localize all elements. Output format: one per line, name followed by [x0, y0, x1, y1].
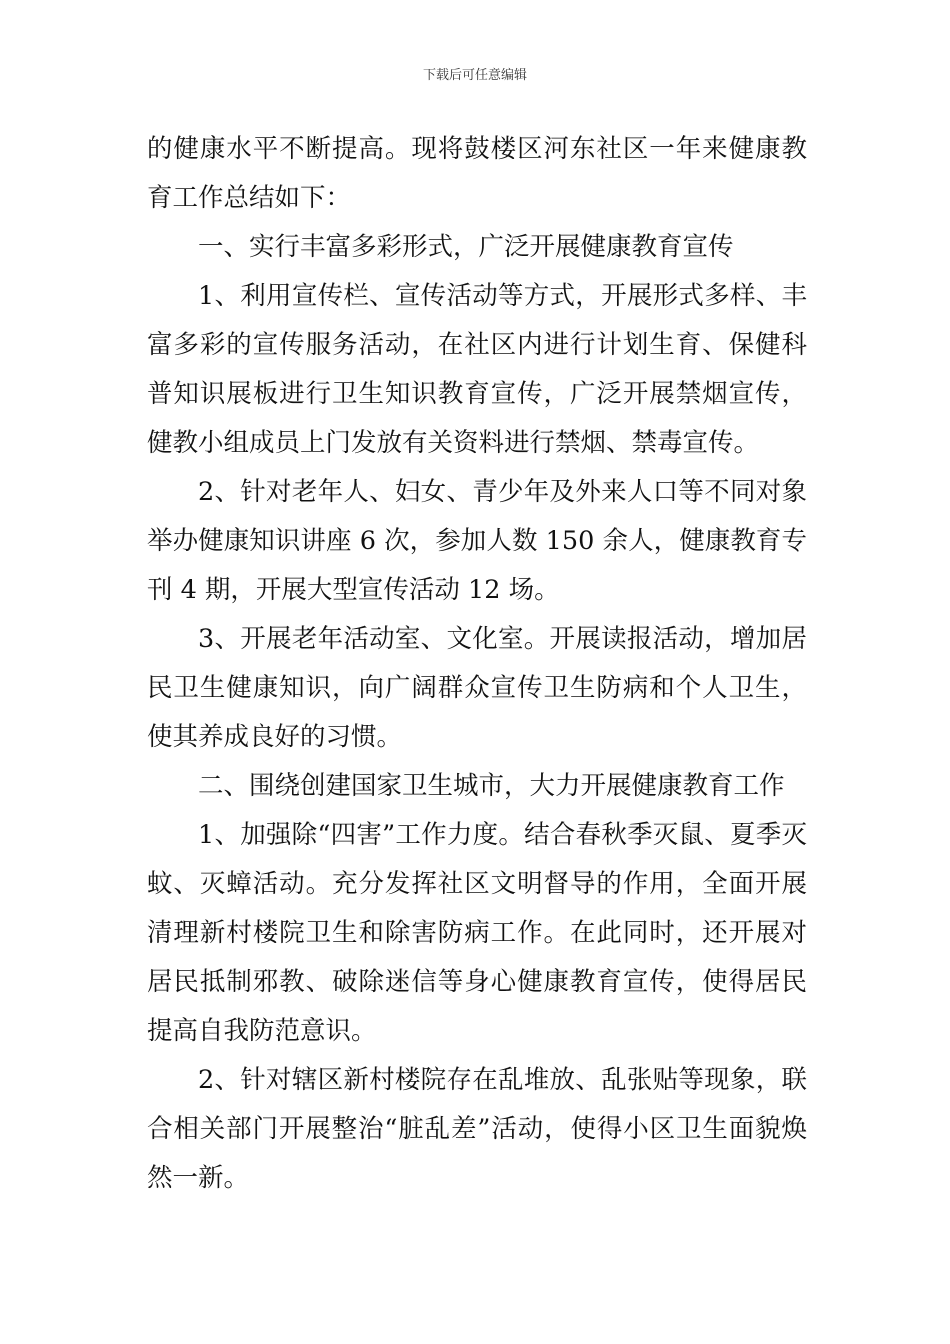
section-heading-1: 一、实行丰富多彩形式，广泛开展健康教育宣传 [198, 232, 734, 262]
paragraph-item: 1、加强除“四害”工作力度。结合春秋季灭鼠、夏季灭蚊、灭蟑活动。充分发挥社区文明督导的作用，全面开展清理新村楼院卫生和除害防病工作。在此同时，还开展对居民抵制邪教、破除迷信等身心健康教育宣传，使得居民提高自我防范意识。 [147, 820, 807, 1046]
paragraph-item: 2、针对老年人、妇女、青少年及外来人口等不同对象举办健康知识讲座 6 次，参加人数 150 余人，健康教育专刊 4 期，开展大型宣传活动 12 场。 [147, 477, 807, 605]
document-body [147, 125, 807, 1203]
paragraph-item: 2、针对辖区新村楼院存在乱堆放、乱张贴等现象，联合相关部门开展整治“脏乱差”活动，使得小区卫生面貌焕然一新。 [147, 1065, 807, 1193]
paragraph-item: 1、利用宣传栏、宣传活动等方式，开展形式多样、丰富多彩的宣传服务活动，在社区内进行计划生育、保健科普知识展板进行卫生知识教育宣传，广泛开展禁烟宣传，健教小组成员上门发放有关资料进行禁烟、禁毒宣传。 [147, 281, 807, 458]
paragraph-continuation: 的健康水平不断提高。现将鼓楼区河东社区一年来健康教育工作总结如下： [147, 134, 807, 213]
page-header: 下载后可任意编辑 [422, 68, 527, 83]
paragraph-item: 3、开展老年活动室、文化室。开展读报活动，增加居民卫生健康知识，向广阔群众宣传卫生防病和个人卫生，使其养成良好的习惯。 [147, 624, 807, 752]
section-heading-2: 二、围绕创建国家卫生城市，大力开展健康教育工作 [198, 771, 785, 801]
